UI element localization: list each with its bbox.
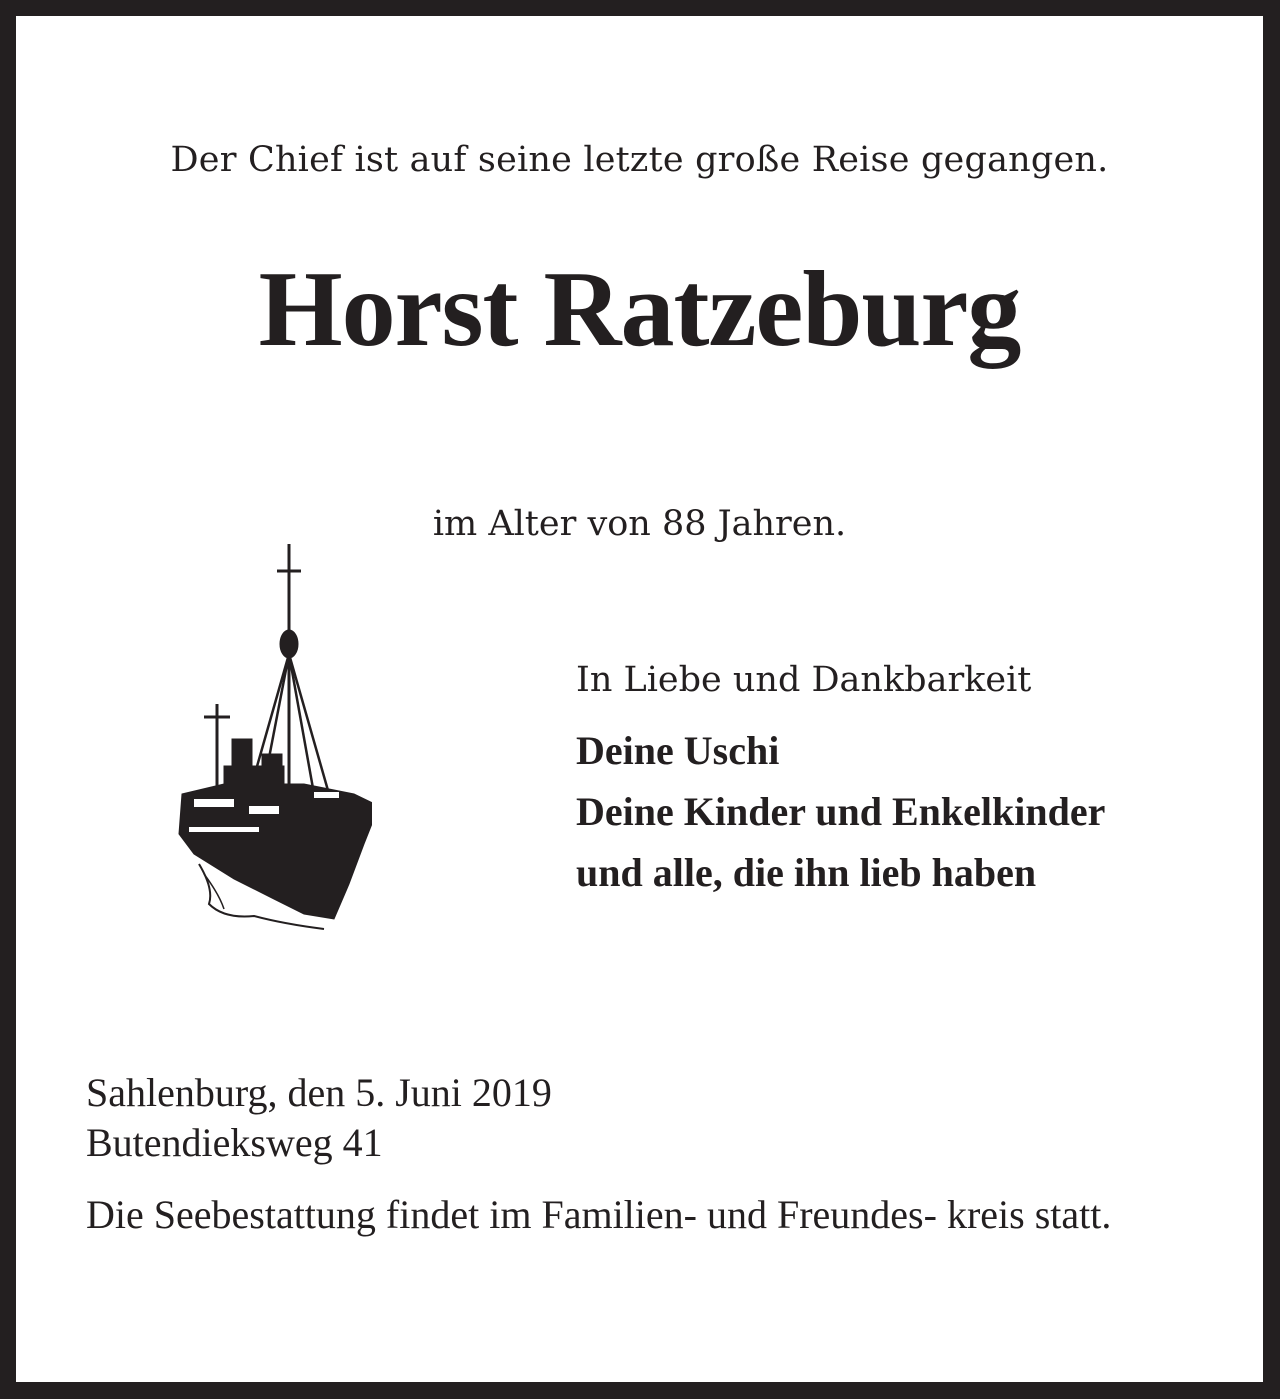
signature-line: Deine Uschi (576, 728, 780, 773)
funeral-note: Die Seebestattung findet im Familien- und Freundes- kreis statt. (86, 1192, 1112, 1237)
signature-intro: In Liebe und Dankbarkeit (576, 660, 1032, 700)
ship-icon (164, 544, 372, 934)
obituary-notice (16, 16, 1263, 1382)
signature-line: und alle, die ihn lieb haben (576, 850, 1037, 895)
signature-line: Deine Kinder und Enkelkinder (576, 789, 1106, 834)
place-date: Sahlenburg, den 5. Juni 2019 (86, 1070, 552, 1115)
deceased-name: Horst Ratzeburg (258, 250, 1021, 369)
age-line: im Alter von 88 Jahren. (432, 504, 847, 544)
address: Butendieksweg 41 (86, 1120, 383, 1165)
intro-line: Der Chief ist auf seine letzte große Reise gegangen. (170, 140, 1109, 180)
